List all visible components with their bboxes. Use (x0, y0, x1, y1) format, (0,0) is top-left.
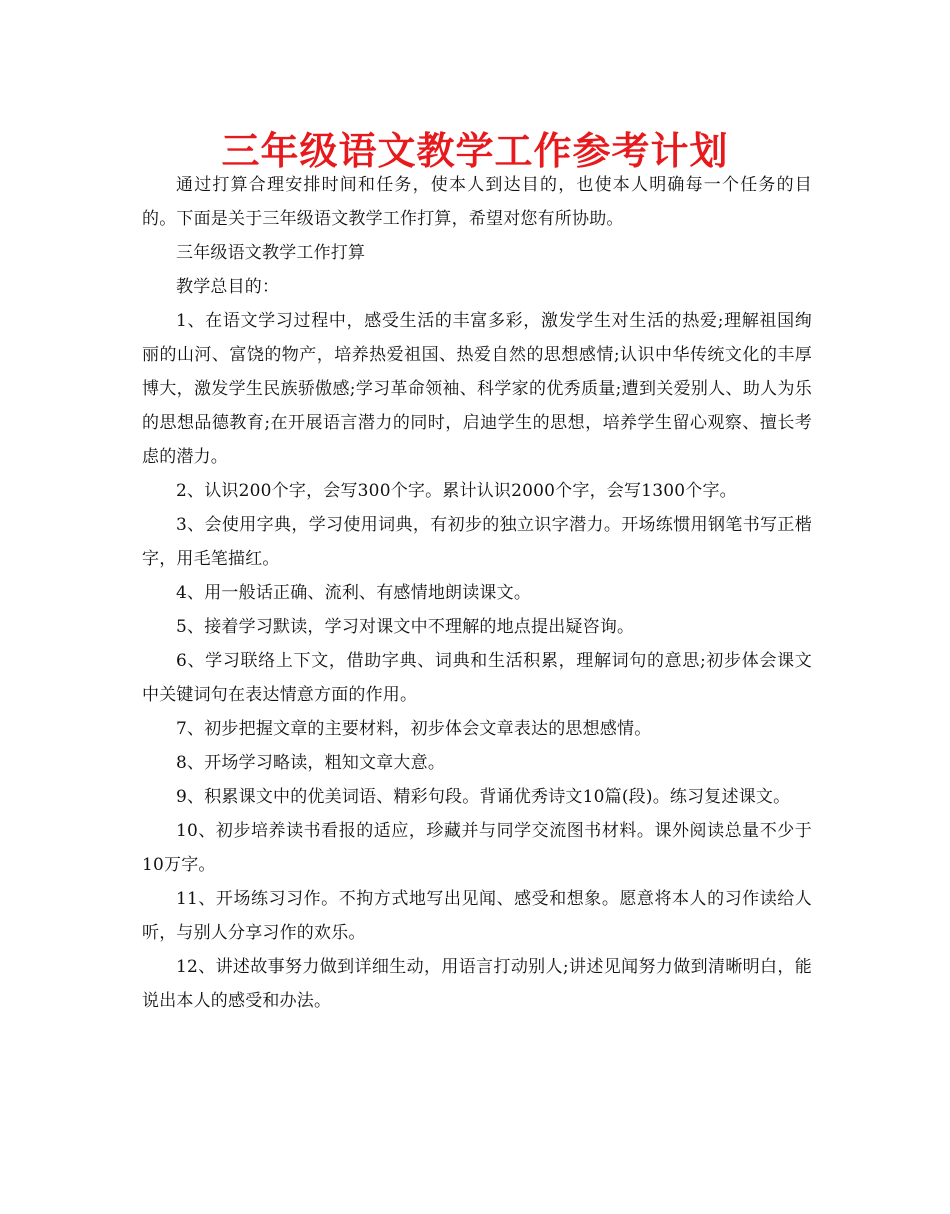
paragraph-goal-heading: 教学总目的： (176, 277, 280, 297)
paragraph-item-11: 11、开场练习习作。不拘方式地写出见闻、感受和想象。愿意将本人的习作读给人听，与别人分享习作的欢乐。 (142, 889, 812, 943)
paragraph-item-9: 9、积累课文中的优美词语、精彩句段。背诵优秀诗文10篇(段)。练习复述课文。 (176, 787, 791, 807)
paragraph-item-3: 3、会使用字典，学习使用词典，有初步的独立识字潜力。开场练惯用钢笔书写正楷字，用毛笔描红。 (142, 515, 812, 569)
paragraph-intro: 通过打算合理安排时间和任务，使本人到达目的，也使本人明确每一个任务的目的。下面是关于三年级语文教学工作打算，希望对您有所协助。 (142, 175, 812, 229)
paragraph-item-1: 1、在语文学习过程中，感受生活的丰富多彩，激发学生对生活的热爱;理解祖国绚丽的山河、富饶的物产，培养热爱祖国、热爱自然的思想感情;认识中华传统文化的丰厚博大，激发学生民族骄傲感;学习革命领袖、科学家的优秀质量;遭到关爱别人、助人为乐的思想品德教育;在开展语言潜力的同时，启迪学生的思想，培养学生留心观察、擅长考虑的潜力。 (142, 311, 812, 467)
paragraph-item-6: 6、学习联络上下文，借助字典、词典和生活积累，理解词句的意思;初步体会课文中关键词句在表达情意方面的作用。 (142, 651, 812, 705)
document-body (142, 168, 812, 1018)
paragraph-item-2: 2、认识200个字，会写300个字。累计认识2000个字，会写1300个字。 (176, 481, 737, 501)
page-title: 三年级语文教学工作参考计划 (221, 129, 729, 173)
paragraph-item-10: 10、初步培养读书看报的适应，珍藏并与同学交流图书材料。课外阅读总量不少于10万字。 (142, 821, 812, 875)
paragraph-item-5: 5、接着学习默读，学习对课文中不理解的地点提出疑咨询。 (176, 617, 635, 637)
paragraph-item-7: 7、初步把握文章的主要材料，初步体会文章表达的思想感情。 (176, 719, 652, 739)
paragraph-item-8: 8、开场学习略读，粗知文章大意。 (176, 753, 446, 773)
paragraph-item-12: 12、讲述故事努力做到详细生动，用语言打动别人;讲述见闻努力做到清晰明白，能说出本人的感受和办法。 (142, 957, 812, 1011)
paragraph-item-4: 4、用一般话正确、流利、有感情地朗读课文。 (176, 583, 532, 603)
paragraph-subtitle: 三年级语文教学工作打算 (176, 243, 366, 263)
